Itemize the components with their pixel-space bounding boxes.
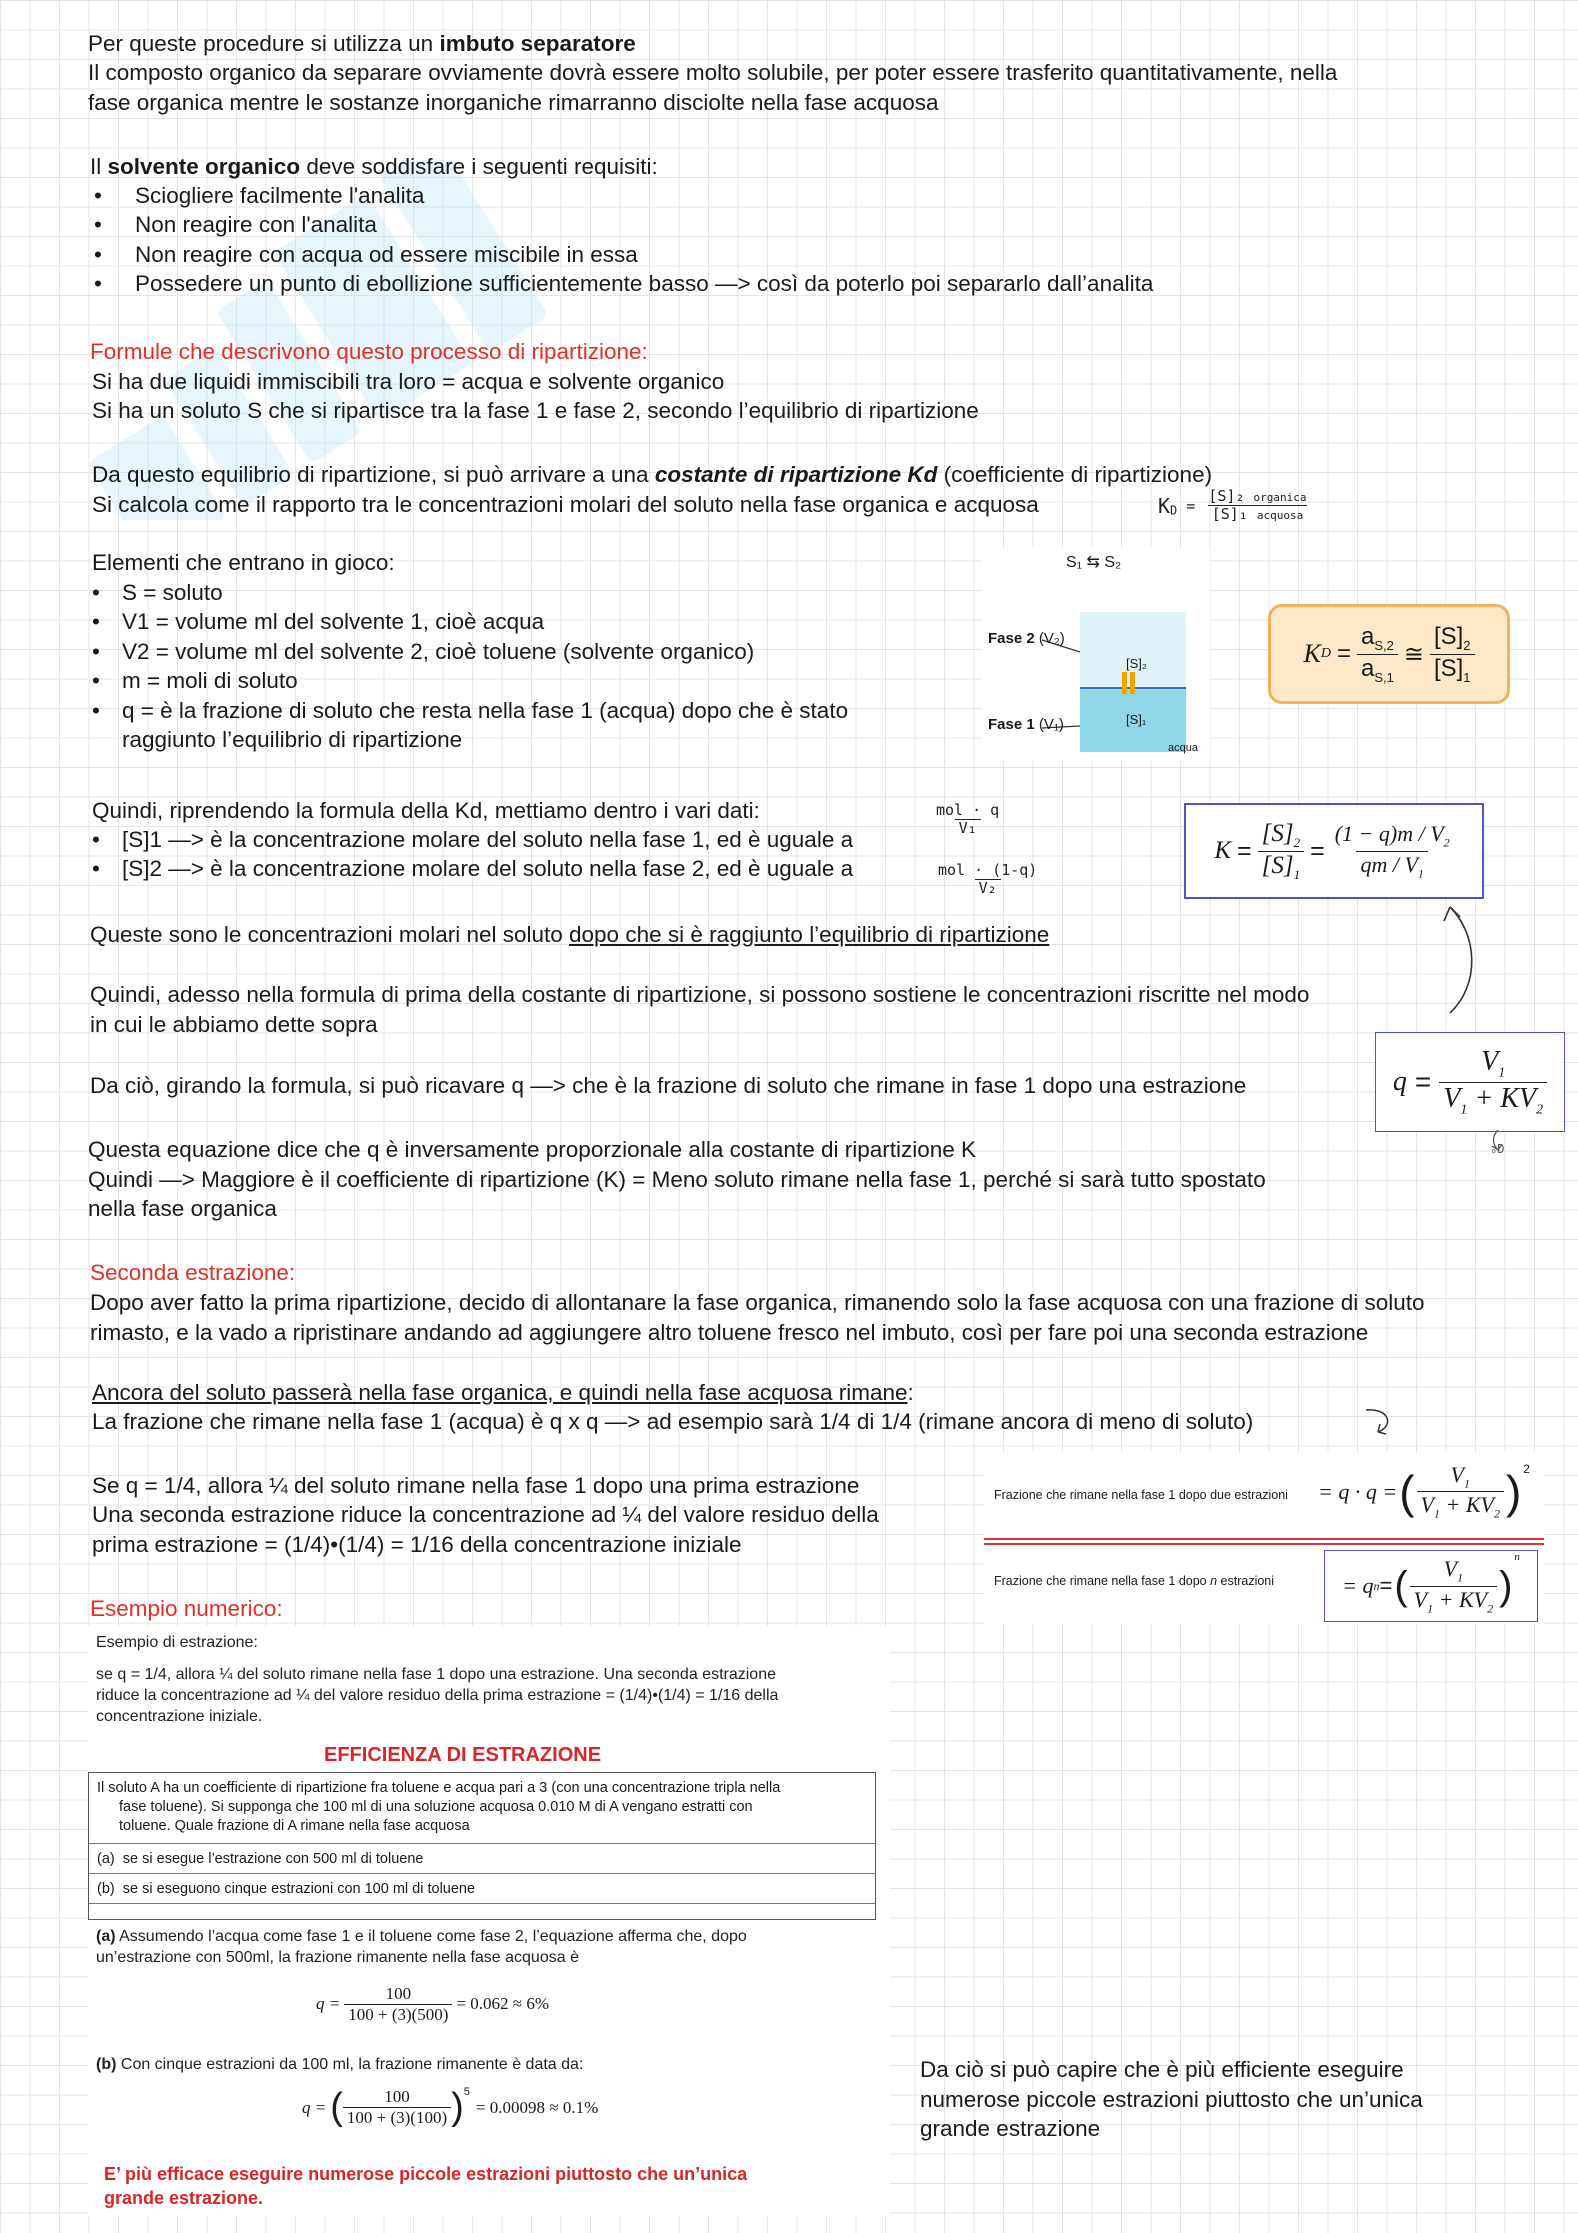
problem-option-b: (b) se si eseguono cinque estrazioni con 100 ml di toluene <box>97 1881 476 1897</box>
handwritten-kd-note: ₒD <box>1490 1142 1505 1156</box>
list-item: • V2 = volume ml del solvente 2, cioè toluene (solvente organico) <box>88 637 848 666</box>
list-item: • Sciogliere facilmente l'analita <box>90 181 1153 210</box>
list-item: • Non reagire con acqua od essere miscibile in essa <box>90 240 1153 269</box>
handwritten-kd-formula: $K_D$ = $\frac{\text{[S]₂ organica}}{\text{[S]₁ acquosa}}$ <box>1158 488 1311 524</box>
example-intro-2: riduce la concentrazione ad ¼ del valore residuo della prima estrazione = (1/4)•(1/4) = 1/16 della <box>96 1687 779 1704</box>
final-line-2: numerose piccole estrazioni piuttosto che un’unica <box>920 2087 1423 2112</box>
handwritten-kd-fraction: $\frac{\text{[S]₂ organica}}{\text{[S]₁ acquosa}}$ <box>1208 487 1307 524</box>
fase2-label: Fase 2 (V₂) <box>988 630 1065 647</box>
example-intro-3: concentrazione iniziale. <box>96 1708 263 1725</box>
arrow-up <box>1122 672 1127 694</box>
example-intro-1: se q = 1/4, allora ¼ del soluto rimane nella fase 1 dopo una estrazione. Una seconda estrazione <box>96 1666 776 1683</box>
final-line-1: Da ciò si può capire che è più efficiente eseguire <box>920 2057 1404 2082</box>
two-extractions-formula: = q · q = ( $\frac{V_1}{V_1 + KV_2}$ ) $^2$ <box>1318 1462 1530 1521</box>
acqua-label: acqua <box>1168 742 1198 754</box>
s1-label: [S]₁ <box>1126 712 1147 727</box>
list-item: • m = moli di soluto <box>88 666 848 695</box>
curved-arrow-down <box>1362 1404 1402 1438</box>
formulas-heading: Formule che descrivono questo processo di ripartizione: <box>90 339 648 364</box>
problem-line-1: Il soluto A ha un coefficiente di ripartizione fra toluene e acqua pari a 3 (con una concentrazione tripla nella <box>97 1780 781 1796</box>
solution-a-line-1: (a) Assumendo l’acqua come fase 1 e il toluene come fase 2, l’equazione afferma che, dopo <box>96 1928 747 1945</box>
second-line-1: Dopo aver fatto la prima ripartizione, decido di allontanare la fase organica, rimanendo solo la fase acquosa con una frazione di soluto <box>90 1290 1425 1315</box>
solvent-heading: Il solvente organico deve soddisfare i seguenti requisiti: <box>90 154 658 179</box>
red-divider-top <box>984 1538 1544 1540</box>
intro-line-2: Il composto organico da separare ovviamente dovrà essere molto solubile, per poter essere trasferito quantitativamente, nella <box>88 60 1338 85</box>
solution-b-equation: q = ( $\frac{100}{100 + (3)(100)}$ ) $^5$ = 0.00098 ≈ 0.1% <box>302 2086 599 2128</box>
problem-line-2: fase toluene). Si supponga che 100 ml di una soluzione acquosa 0.010 M di A vengano estratti con <box>119 1799 753 1815</box>
second-extraction-heading: Seconda estrazione: <box>90 1260 296 1285</box>
substitute-line: Quindi, riprendendo la formula della Kd, mettiamo dentro i vari dati: <box>92 798 760 823</box>
phase-diagram <box>982 548 1210 760</box>
solvent-requirements-list <box>90 181 1153 299</box>
example-conclusion-line-2: grande estrazione. <box>104 2188 264 2208</box>
second-line-7: prima estrazione = (1/4)•(1/4) = 1/16 della concentrazione iniziale <box>92 1532 742 1557</box>
extraction-formulas-figure <box>984 1452 1544 1624</box>
handwritten-s1-expression: $\frac{\text{mol · q}}{\text{V₁}}$ <box>936 801 1000 838</box>
problem-option-a: (a) se si esegue l’estrazione con 500 ml di toluene <box>97 1851 424 1867</box>
intro-line-1: Per queste procedure si utilizza un imbuto separatore <box>88 31 636 56</box>
solution-b-line-1: (b) Con cinque estrazioni da 100 ml, la frazione rimanente è data da: <box>96 2056 584 2073</box>
kd-line-1: Da questo equilibrio di ripartizione, si può arrivare a una costante di ripartizione Kd (coefficiente di ripartizione) <box>92 462 1213 487</box>
para4-line-1: Questa equazione dice che q è inversamente proporzionale alla costante di ripartizione K <box>88 1137 977 1162</box>
example-title: Esempio di estrazione: <box>96 1634 258 1651</box>
k-moles-fraction: $\frac{(1 - q)m / V_2}{qm / V_1}$ <box>1334 821 1450 880</box>
formulas-line-1: Si ha due liquidi immiscibili tra loro = acqua e solvente organico <box>92 369 725 394</box>
example-conclusion-line-1: E’ più efficace eseguire numerose piccole estrazioni piuttosto che un’unica <box>104 2164 748 2184</box>
second-line-2: rimasto, e la vado a ripristinare andando ad aggiungere altro toluene fresco nel imbuto, così per fare poi una seconda estrazione <box>90 1320 1369 1345</box>
list-item: • [S]2 —> è la concentrazione molare del soluto nella fase 2, ed è uguale a <box>88 854 853 883</box>
concentration-list <box>88 825 853 884</box>
handwritten-s2-expression: $\frac{\text{mol · (1-q)}}{\text{V₂}}$ <box>938 861 1038 898</box>
s2-label: [S]₂ <box>1126 656 1147 671</box>
solution-a-line-2: un’estrazione con 500ml, la frazione rimanente nella fase acquosa è <box>96 1949 579 1966</box>
kd-definition-box: K D = $\frac{a_{S,2}}{a_{S,1}}$ ≅ $\frac{[S]_2}{[S]_1}$ <box>1268 604 1510 704</box>
efficiency-title: EFFICIENZA DI ESTRAZIONE <box>324 1744 602 1766</box>
list-item: • V1 = volume ml del solvente 1, cioè acqua <box>88 607 848 636</box>
n-extractions-formula: = q n = ( $\frac{V_1}{V_1 + KV_2}$ ) n <box>1324 1550 1538 1622</box>
kd-line-2: Si calcola come il rapporto tra le concentrazioni molari del soluto nella fase organica e acquosa <box>92 492 1039 517</box>
equilibrium-label: S₁ ⇆ S₂ <box>1066 554 1122 571</box>
para2-line-2: in cui le abbiamo dette sopra <box>90 1012 378 1037</box>
red-divider-bottom <box>984 1543 1544 1545</box>
list-item: • [S]1 —> è la concentrazione molare del soluto nella fase 1, ed è uguale a <box>88 825 853 854</box>
problem-box <box>88 1772 876 1920</box>
second-line-4: La frazione che rimane nella fase 1 (acqua) è q x q —> ad esempio sarà 1/4 di 1/4 (rimane ancora di meno di soluto) <box>92 1409 1254 1434</box>
q-formula-box: q = $\frac{V_1}{V_1 + KV_2}$ <box>1375 1032 1565 1132</box>
list-item: • Non reagire con l'analita <box>90 210 1153 239</box>
k-formula-box: K = $\frac{[S]_2}{[S]_1}$ = $\frac{(1 - q)m / V_2}{qm / V_1}$ <box>1184 803 1484 899</box>
final-line-3: grande estrazione <box>920 2116 1101 2141</box>
substitute-after-line: Queste sono le concentrazioni molari nel soluto dopo che si è raggiunto l’equilibrio di ripartizione <box>90 922 1050 947</box>
elements-item-continuation: raggiunto l’equilibrio di ripartizione <box>122 727 463 752</box>
example-figure <box>88 1626 890 2216</box>
elements-list <box>88 578 848 725</box>
para4-line-2: Quindi —> Maggiore è il coefficiente di ripartizione (K) = Meno soluto rimane nella fase 1, perché si sarà tutto spostato <box>88 1167 1266 1192</box>
q-fraction-n: $\frac{V_1}{V_1 + KV_2}$ <box>1410 1556 1497 1615</box>
curved-arrow-k-to-text <box>1420 895 1480 1015</box>
solution-a-equation: q = $\frac{100}{100 + (3)(500)}$ = 0.062 ≈ 6% <box>316 1984 550 2024</box>
fase1-label: Fase 1 (V₁) <box>988 716 1064 733</box>
activity-ratio: $\frac{a_{S,2}}{a_{S,1}}$ <box>1357 623 1398 685</box>
two-extractions-label: Frazione che rimane nella fase 1 dopo due estrazioni <box>994 1488 1288 1502</box>
para3-line: Da ciò, girando la formula, si può ricavare q —> che è la frazione di soluto che rimane in fase 1 dopo una estrazione <box>90 1073 1247 1098</box>
n-extractions-label: Frazione che rimane nella fase 1 dopo n estrazioni <box>994 1574 1275 1588</box>
arrow-down <box>1130 672 1135 694</box>
elements-heading: Elementi che entrano in gioco: <box>92 550 395 575</box>
second-line-3: Ancora del soluto passerà nella fase organica, e quindi nella fase acquosa rimane: <box>92 1380 914 1405</box>
second-line-6: Una seconda estrazione riduce la concentrazione ad ¼ del valore residuo della <box>92 1502 879 1527</box>
list-item: • S = soluto <box>88 578 848 607</box>
para2-line-1: Quindi, adesso nella formula di prima della costante di ripartizione, si possono sostiene le concentrazioni riscritte nel modo <box>90 982 1310 1007</box>
intro-line-3: fase organica mentre le sostanze inorganiche rimarranno disciolte nella fase acquosa <box>88 90 939 115</box>
q-fraction: $\frac{V_1}{V_1 + KV_2}$ <box>1439 1046 1547 1118</box>
formulas-line-2: Si ha un soluto S che si ripartisce tra la fase 1 e fase 2, secondo l’equilibrio di ripartizione <box>92 398 979 423</box>
q-fraction-squared: $\frac{V_1}{V_1 + KV_2}$ <box>1417 1462 1504 1521</box>
second-line-5: Se q = 1/4, allora ¼ del soluto rimane nella fase 1 dopo una prima estrazione <box>92 1473 860 1498</box>
para4-line-3: nella fase organica <box>88 1196 277 1221</box>
k-concentration-fraction: $\frac{[S]_2}{[S]_1}$ <box>1258 820 1304 883</box>
list-item: • q = è la frazione di soluto che resta nella fase 1 (acqua) dopo che è stato <box>88 696 848 725</box>
concentration-ratio: $\frac{[S]_2}{[S]_1}$ <box>1430 623 1475 685</box>
example-heading: Esempio numerico: <box>90 1596 283 1621</box>
problem-line-3: toluene. Quale frazione di A rimane nella fase acquosa <box>119 1818 470 1834</box>
list-item: • Possedere un punto di ebollizione sufficientemente basso —> così da poterlo poi separarlo dall’analita <box>90 269 1153 298</box>
